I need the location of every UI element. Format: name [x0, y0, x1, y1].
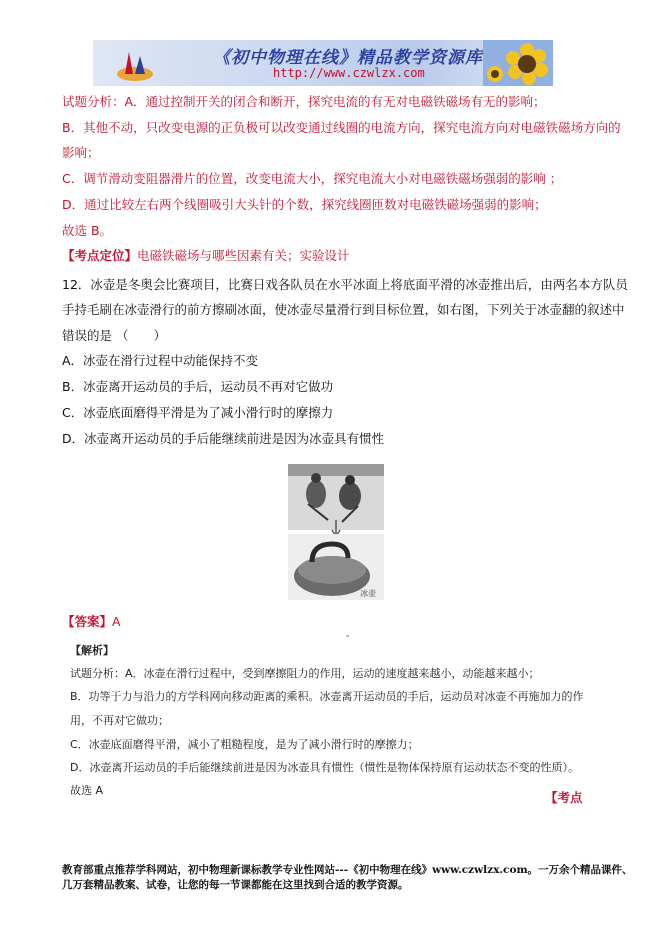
option-d: D．冰壶离开运动员的手后能继续前进是因为冰壶具有惯性 [62, 431, 385, 446]
analysis1-line-4: C．调节滑动变阻器滑片的位置，改变电流大小，探究电流大小对电磁铁磁场强弱的影响 ； [62, 171, 563, 186]
analysis2-line-1: 试题分析：A．冰壶在滑行过程中，受到摩擦阻力的作用，运动的速度越来越小，动能越来越小； [70, 667, 540, 680]
sunflower-icon [483, 40, 553, 86]
footer-line-1: 教育部重点推荐学科网站，初中物理新课标教学专业性网站---《初中物理在线》www.czwlzx.com。一万余个精品课件、 [62, 864, 633, 876]
analysis1-line-1: 试题分析：A．通过控制开关的闭合和断开，探究电流的有无对电磁铁磁场有无的影响； [62, 94, 546, 109]
analysis2-line-3: 用，不再对它做功； [70, 714, 169, 727]
analysis2-line-2: B．功等于力与沿力的方学科网向移动距离的乘积。冰壶离开运动员的手后，运动员对冰壶不再施加力的作 [70, 690, 584, 703]
answer-label: 【答案】 [62, 614, 113, 629]
header-banner [93, 40, 553, 86]
answer [62, 613, 121, 631]
banner-title: 《初中物理在线》精品教学资源库 [213, 48, 483, 68]
analysis2-header: 【解析】 [70, 644, 114, 657]
option-c: C．冰壶底面磨得平滑是为了减小滑行时的摩擦力 [62, 405, 334, 420]
analysis1-conclusion: 故选 B。 [62, 223, 113, 238]
question-stem-line-2: 手持毛刷在冰壶滑行的前方擦刷冰面，使冰壶尽量滑行到目标位置，如右图，下列关于冰壶翻的叙述中 [62, 302, 625, 317]
banner-url[interactable]: http://www.czwlzx.com [273, 66, 425, 80]
analysis2-conclusion: 故选 A [70, 784, 104, 797]
analysis2-kaodian: 【考点 [545, 790, 583, 805]
question-stem-line-3: 错误的是 （ ） [62, 328, 166, 343]
question-stem-line-1: 12．冰壶是冬奥会比赛项目，比赛日戏各队员在水平冰面上将底面平滑的冰壶推出后，由两名本方队员 [62, 277, 628, 292]
analysis1-kaodian [62, 247, 350, 265]
analysis2-line-4: C．冰壶底面磨得平滑，减小了粗糙程度，是为了减小滑行时的摩擦力； [70, 738, 419, 751]
curling-photo [288, 464, 384, 600]
site-logo-icon [115, 44, 155, 84]
analysis1-line-3: 影响； [62, 145, 100, 160]
analysis2-line-5: D．冰壶离开运动员的手后能继续前进是因为冰壶具有惯性（惯性是物体保持原有运动状态不变的性质）。 [70, 761, 579, 774]
analysis1-line-5: D．通过比较左右两个线圈吸引大头针的个数，探究线圈匝数对电磁铁磁场强弱的影响； [62, 197, 547, 212]
kaodian-text: 电磁铁磁场与哪些因素有关；实验设计 [137, 248, 350, 263]
option-b: B．冰壶离开运动员的手后，运动员不再对它做功 [62, 379, 334, 394]
option-a: A．冰壶在滑行过程中动能保持不变 [62, 353, 259, 368]
kaodian-label: 【考点定位】 [62, 248, 138, 263]
answer-value: A [112, 614, 121, 629]
photo-caption: 冰壶 [360, 589, 376, 598]
analysis1-line-2: B．其他不动，只改变电源的正负极可以改变通过线圈的电流方向，探究电流方向对电磁铁磁场方向的 [62, 120, 621, 135]
footer-line-2: 几万套精品教案、试卷，让您的每一节课都能在这里找到合适的教学资源。 [62, 879, 409, 891]
scan-dot [346, 635, 349, 637]
